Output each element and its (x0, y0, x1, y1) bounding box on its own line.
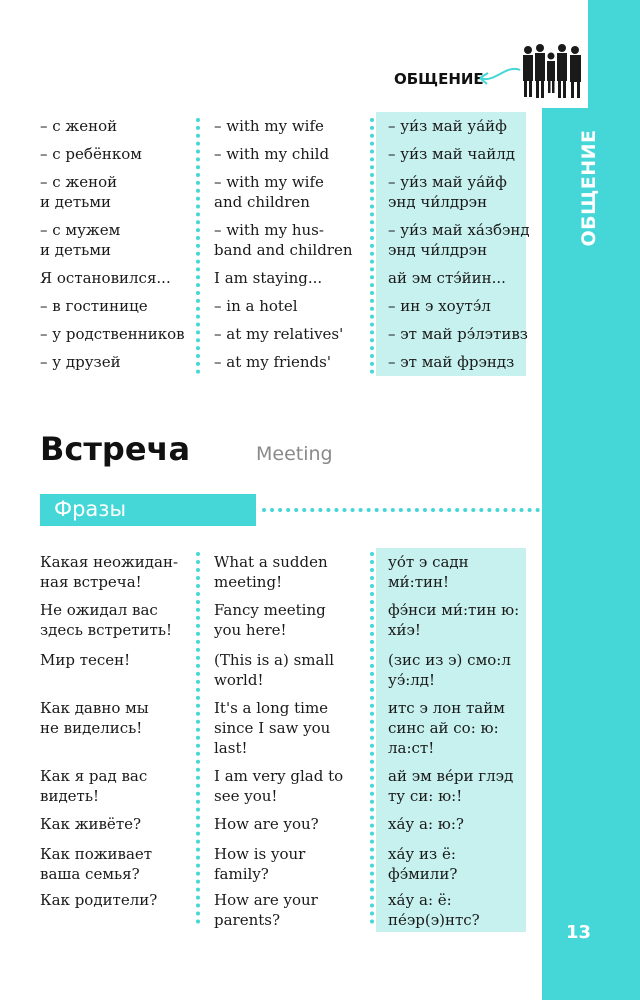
phrases-en-cell (214, 650, 334, 690)
top-rows-en-cell (214, 268, 322, 288)
phrase-line: I am very glad to (214, 767, 344, 785)
phrase-line: world! (214, 671, 264, 689)
phrase-line: I am staying... (214, 269, 323, 287)
phrase-line: – с женой (40, 173, 118, 191)
phrase-line: family? (214, 865, 269, 883)
phrase-line: – уи́з май уа́йф (388, 173, 507, 191)
section-title: Встреча (40, 430, 191, 468)
phrase-line: – уи́з май чайлд (388, 145, 516, 163)
phrase-line: – with my wife (214, 117, 324, 135)
arrow-left-icon (476, 62, 522, 96)
phrase-line: ми́:тин! (388, 573, 450, 591)
phrase-line: – с мужем (40, 221, 121, 239)
top-rows-ru-cell (40, 268, 171, 288)
phrase-line: How are your (214, 891, 318, 909)
phrases-en-cell (214, 890, 318, 930)
phrase-line: last! (214, 739, 248, 757)
people-group-icon (520, 40, 586, 106)
phrase-line: you here! (214, 621, 287, 639)
phrase-line: see you! (214, 787, 278, 805)
top-rows-tr-cell (388, 172, 507, 212)
phrase-line: (This is a) small (214, 651, 335, 669)
sidebar-section-label: ОБЩЕНИЕ (578, 129, 600, 247)
phrase-line: It's a long time (214, 699, 329, 717)
phrases-ru-cell (40, 814, 141, 834)
phrase-line: Как родители? (40, 891, 158, 909)
phrase-line: – уи́з май уа́йф (388, 117, 507, 135)
phrase-line: ваша семья? (40, 865, 140, 883)
top-rows-ru-cell (40, 296, 148, 316)
column-divider (196, 118, 200, 374)
top-rows-tr-cell (388, 144, 515, 164)
phrase-line: What a sudden (214, 553, 328, 571)
phrase-line: and children (214, 193, 310, 211)
panel-divider (370, 118, 374, 374)
phrase-line: – уи́з май ха́збэнд (388, 221, 530, 239)
phrases-tr-cell (388, 766, 513, 806)
top-rows-tr-cell (388, 296, 491, 316)
top-rows-tr-cell (388, 268, 506, 288)
phrase-line: – эт май рэ́лэтивз (388, 325, 528, 343)
phrase-line: Как давно мы (40, 699, 149, 717)
phrase-line: – с ребёнком (40, 145, 142, 163)
phrases-heading: Фразы (54, 497, 127, 521)
phrase-line: энд чи́лдрэн (388, 241, 488, 259)
section-title-english: Meeting (256, 443, 333, 465)
phrase-line: ту си: ю:! (388, 787, 463, 805)
top-rows-en-cell (214, 296, 298, 316)
panel-divider (370, 552, 374, 924)
phrase-line: Как поживает (40, 845, 153, 863)
top-rows-tr-cell (388, 324, 528, 344)
phrases-tr-cell (388, 552, 469, 592)
phrases-tr-cell (388, 600, 519, 640)
phrase-line: – at my relatives' (214, 325, 344, 343)
header-section-title: ОБЩЕНИЕ (394, 70, 484, 88)
phrases-en-cell (214, 814, 319, 834)
phrase-line: – ин э хоутэ́л (388, 297, 491, 315)
phrases-tr-cell (388, 650, 511, 690)
top-rows-ru-cell (40, 116, 117, 136)
phrase-line: пе́эр(э)нтс? (388, 911, 480, 929)
phrase-line: – с женой (40, 117, 118, 135)
top-rows-en-cell (214, 116, 324, 136)
phrase-line: итс э лон тайм (388, 699, 505, 717)
phrases-ru-cell (40, 650, 130, 670)
phrase-line: уо́т э садн (388, 553, 469, 571)
phrases-ru-cell (40, 698, 149, 738)
phrase-line: Как я рад вас (40, 767, 148, 785)
phrase-line: meeting! (214, 573, 283, 591)
phrase-line: – at my friends' (214, 353, 331, 371)
phrases-ru-cell (40, 600, 172, 640)
phrase-line: энд чи́лдрэн (388, 193, 488, 211)
phrase-line: Fancy meeting (214, 601, 326, 619)
phrase-line: – with my child (214, 145, 330, 163)
phrase-line: ха́у из ё: (388, 845, 456, 863)
phrase-line: ха́у а: ю:? (388, 815, 464, 833)
page-number: 13 (566, 922, 592, 943)
phrase-line: – у родственников (40, 325, 185, 343)
phrase-line: ай эм ве́ри глэд (388, 767, 514, 785)
top-rows-ru-cell (40, 352, 121, 372)
phrase-line: Я остановился... (40, 269, 171, 287)
phrase-line: синс ай со: ю: (388, 719, 499, 737)
phrase-line: band and children (214, 241, 353, 259)
phrase-line: Не ожидал вас (40, 601, 158, 619)
phrase-line: parents? (214, 911, 281, 929)
top-rows-ru-cell (40, 172, 117, 212)
phrase-line: since I saw you (214, 719, 331, 737)
top-rows-ru-cell (40, 144, 142, 164)
top-rows-en-cell (214, 220, 353, 260)
phrases-ru-cell (40, 552, 178, 592)
phrases-en-cell (214, 600, 326, 640)
phrase-line: – в гостинице (40, 297, 148, 315)
phrase-line: – эт май фрэндз (388, 353, 515, 371)
phrases-ru-cell (40, 766, 147, 806)
top-rows-en-cell (214, 172, 324, 212)
phrases-en-cell (214, 552, 328, 592)
phrase-line: How are you? (214, 815, 319, 833)
phrase-line: – у друзей (40, 353, 121, 371)
phrase-line: Мир тесен! (40, 651, 131, 669)
top-rows-en-cell (214, 324, 343, 344)
top-rows-tr-cell (388, 116, 507, 136)
top-rows-ru-cell (40, 220, 120, 260)
top-rows-tr-cell (388, 352, 514, 372)
phrase-line: фэ́мили? (388, 865, 458, 883)
phrase-line: How is your (214, 845, 306, 863)
phrase-line: (зис из э) смо:л (388, 651, 511, 669)
phrase-line: – with my wife (214, 173, 324, 191)
phrase-line: уэ́:лд! (388, 671, 436, 689)
phrases-en-cell (214, 766, 343, 806)
phrase-line: Как живёте? (40, 815, 142, 833)
phrase-line: и детьми (40, 241, 112, 259)
phrase-line: ха́у а: ё: (388, 891, 452, 909)
phrase-line: Какая неожидан- (40, 553, 179, 571)
phrases-ru-cell (40, 844, 152, 884)
phrase-line: здесь встретить! (40, 621, 173, 639)
top-rows-ru-cell (40, 324, 185, 344)
phrases-en-cell (214, 698, 330, 758)
phrase-line: ная встреча! (40, 573, 142, 591)
top-rows-tr-cell (388, 220, 530, 260)
heading-divider (262, 508, 540, 512)
column-divider (196, 552, 200, 924)
phrases-tr-cell (388, 814, 464, 834)
phrase-line: и детьми (40, 193, 112, 211)
phrase-line: – in a hotel (214, 297, 298, 315)
top-rows-en-cell (214, 352, 331, 372)
top-rows-en-cell (214, 144, 329, 164)
phrases-tr-cell (388, 698, 505, 758)
phrase-line: не виделись! (40, 719, 143, 737)
phrases-tr-cell (388, 844, 457, 884)
phrase-line: фэ́нси ми́:тин ю: (388, 601, 520, 619)
phrase-line: ай эм стэ́йин... (388, 269, 506, 287)
phrase-line: хи́э! (388, 621, 421, 639)
phrase-line: ла:ст! (388, 739, 435, 757)
phrase-line: – with my hus- (214, 221, 324, 239)
phrases-en-cell (214, 844, 305, 884)
phrases-ru-cell (40, 890, 157, 910)
phrases-tr-cell (388, 890, 480, 930)
phrase-line: видеть! (40, 787, 100, 805)
